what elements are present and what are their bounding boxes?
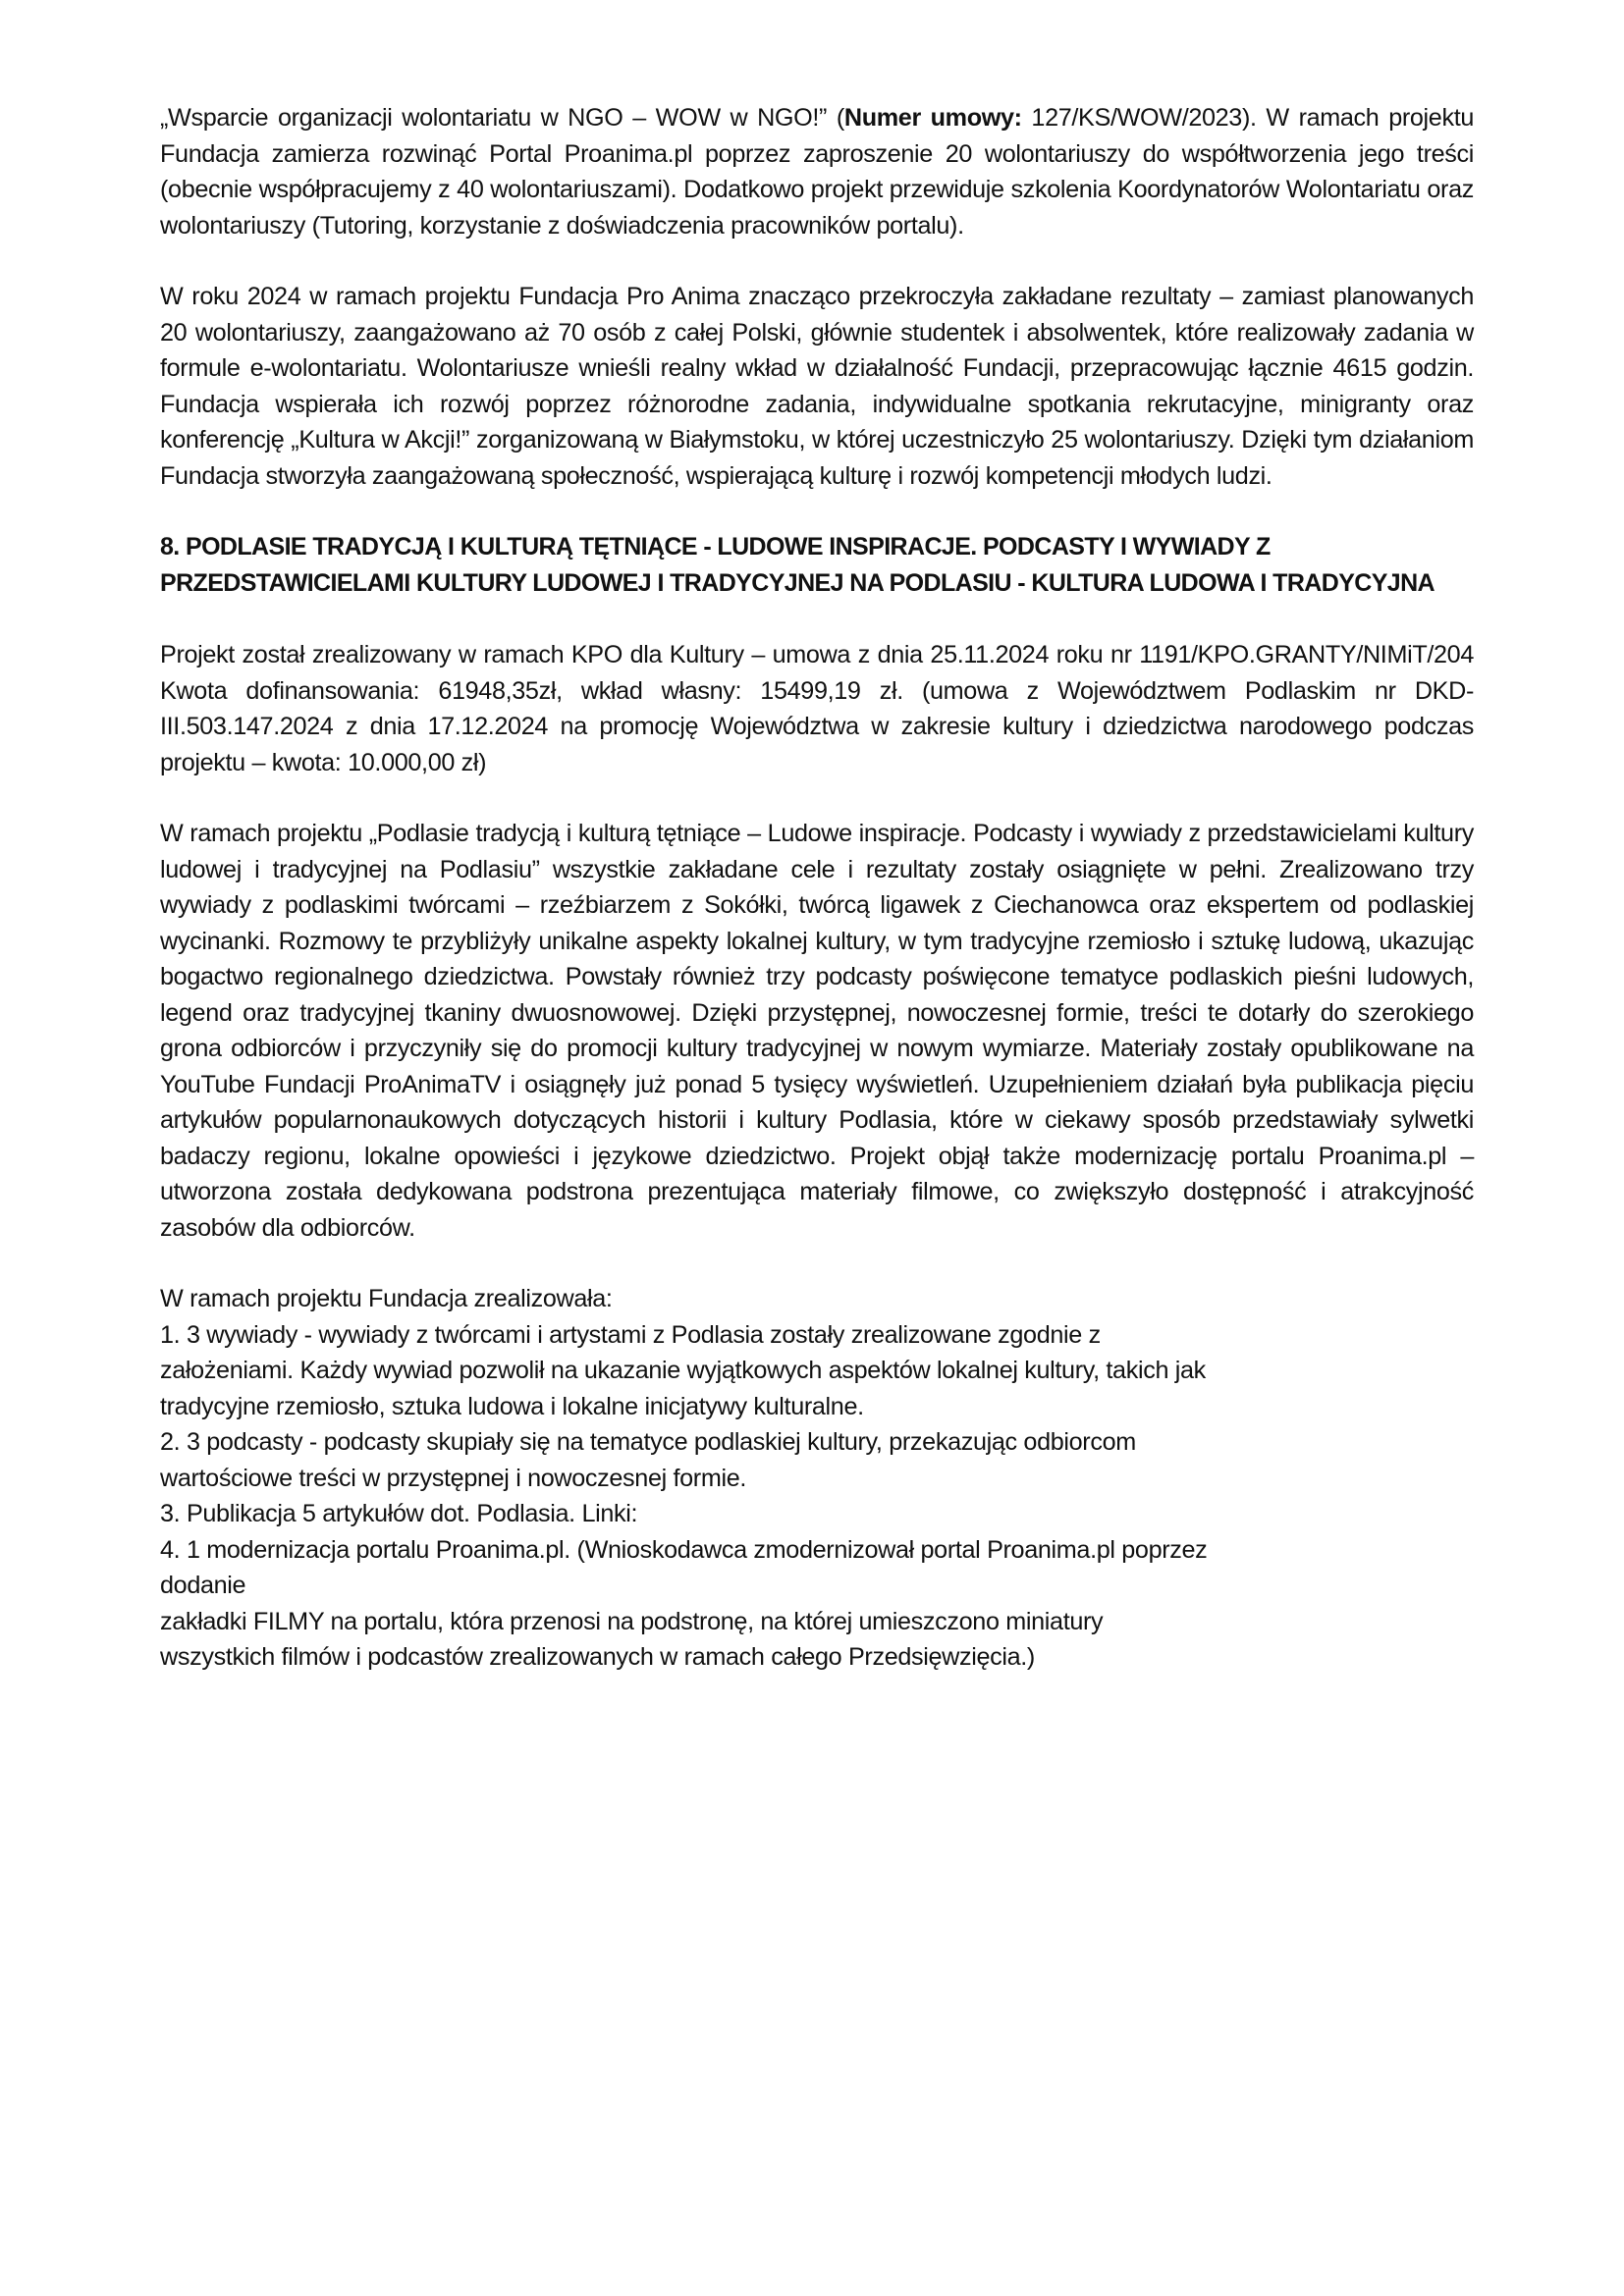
list-line: tradycyjne rzemiosło, sztuka ludowa i lokalne inicjatywy kulturalne. <box>160 1392 864 1420</box>
list-line: 1. 3 wywiady - wywiady z twórcami i artystami z Podlasia zostały zrealizowane zgodnie z <box>160 1320 1101 1349</box>
list-line: zakładki FILMY na portalu, która przenosi na podstronę, na której umieszczono miniatury <box>160 1607 1104 1635</box>
paragraph-funding: Projekt został zrealizowany w ramach KPO dla Kultury – umowa z dnia 25.11.2024 roku nr 1191/KPO.GRANTY/NIMiT/204 Kwota dofinansowania: 61948,35zł, wkład własny: 15499,19 zł. (umowa z Województwem Podlaskim nr DKD-III.503.147.2024 z dnia 17.12.2024 na promocję Województwa w zakresie kultury i dziedzictwa narodowego podczas projektu – kwota: 10.000,00 zł) <box>160 641 1474 776</box>
implemented-items-list <box>160 1281 1474 1676</box>
list-line: wszystkich filmów i podcastów zrealizowanych w ramach całego Przedsięwzięcia.) <box>160 1643 1035 1671</box>
list-line: założeniami. Każdy wywiad pozwolił na ukazanie wyjątkowych aspektów lokalnej kultury, takich jak <box>160 1357 1206 1384</box>
list-line: wartościowe treści w przystępnej i nowoczesnej formie. <box>160 1464 747 1492</box>
list-line: 3. Publikacja 5 artykułów dot. Podlasia. Linki: <box>160 1500 638 1527</box>
paragraph-wow-project <box>160 100 1474 243</box>
section-8-heading: 8. PODLASIE TRADYCJĄ I KULTURĄ TĘTNIĄCE - LUDOWE INSPIRACJE. PODCASTY I WYWIADY Z PRZEDSTAWICIELAMI KULTURY LUDOWEJ I TRADYCYJNEJ NA PODLASIU - KULTURA LUDOWA I TRADYCYJNA <box>160 533 1435 597</box>
list-intro: W ramach projektu Fundacja zrealizowała: <box>160 1285 613 1312</box>
document-page <box>160 100 1474 1676</box>
agreement-number-label: Numer umowy: <box>843 104 1022 132</box>
list-line: dodanie <box>160 1572 246 1599</box>
paragraph-results-2024: W roku 2024 w ramach projektu Fundacja Pro Anima znacząco przekroczyła zakładane rezultaty – zamiast planowanych 20 wolontariuszy, zaangażowano aż 70 osób z całej Polski, głównie studentek i absolwentek, które realizowały zadania w formule e-wolontariatu. Wolontariusze wnieśli realny wkład w działalność Fundacji, przepracowując łącznie 4615 godzin. Fundacja wspierała ich rozwój poprzez różnorodne zadania, indywidualne spotkania rekrutacyjne, minigranty oraz konferencję „Kultura w Akcji!” zorganizowaną w Białymstoku, w której uczestniczyło 25 wolontariuszy. Dzięki tym działaniom Fundacja stworzyła zaangażowaną społeczność, wspierającą kulturę i rozwój kompetencji młodych ludzi. <box>160 283 1474 490</box>
paragraph-project-summary: W ramach projektu „Podlasie tradycją i kulturą tętniące – Ludowe inspiracje. Podcasty i wywiady z przedstawicielami kultury ludowej i tradycyjnej na Podlasiu” wszystkie zakładane cele i rezultaty zostały osiągnięte w pełni. Zrealizowano trzy wywiady z podlaskimi twórcami – rzeźbiarzem z Sokółki, twórcą ligawek z Ciechanowca oraz ekspertem od podlaskiej wycinanki. Rozmowy te przybliżyły unikalne aspekty lokalnej kultury, w tym tradycyjne rzemiosło i sztukę ludową, ukazując bogactwo regionalnego dziedzictwa. Powstały również trzy podcasty poświęcone tematyce podlaskich pieśni ludowych, legend oraz tradycyjnej tkaniny dwuosnowowej. Dzięki przystępnej, nowoczesnej formie, treści te dotarły do szerokiego grona odbiorców i przyczyniły się do promocji kultury tradycyjnej w nowym wymiarze. Materiały zostały opublikowane na YouTube Fundacji ProAnimaTV i osiągnęły już ponad 5 tysięcy wyświetleń. Uzupełnieniem działań była publikacja pięciu artykułów popularnonaukowych dotyczących historii i kultury Podlasia, które w ciekawy sposób przedstawiały sylwetki badaczy regionu, lokalne opowieści i językowe dziedzictwo. Projekt objął także modernizację portalu Proanima.pl – utworzona została dedykowana podstrona prezentująca materiały filmowe, co zwiększyło dostępność i atrakcyjność zasobów dla odbiorców. <box>160 820 1474 1242</box>
list-line: 2. 3 podcasty - podcasty skupiały się na tematyce podlaskiej kultury, przekazując odbiorcom <box>160 1428 1136 1456</box>
list-line: 4. 1 modernizacja portalu Proanima.pl. (Wnioskodawca zmodernizował portal Proanima.pl poprzez <box>160 1535 1208 1564</box>
wow-text-part2: 127/KS/WOW/2023). W ramach projektu Fundacja zamierza rozwinąć Portal Proanima.pl poprzez zaproszenie 20 wolontariuszy do współtworzenia jego treści (obecnie współpracujemy z 40 wolontariuszami). Dodatkowo projekt przewiduje szkolenia Koordynatorów Wolontariatu oraz wolontariuszy (Tutoring, korzystanie z doświadczenia pracowników portalu). <box>160 104 1475 240</box>
wow-text-part1: „Wsparcie organizacji wolontariatu w NGO – WOW w NGO!” ( <box>160 104 844 132</box>
